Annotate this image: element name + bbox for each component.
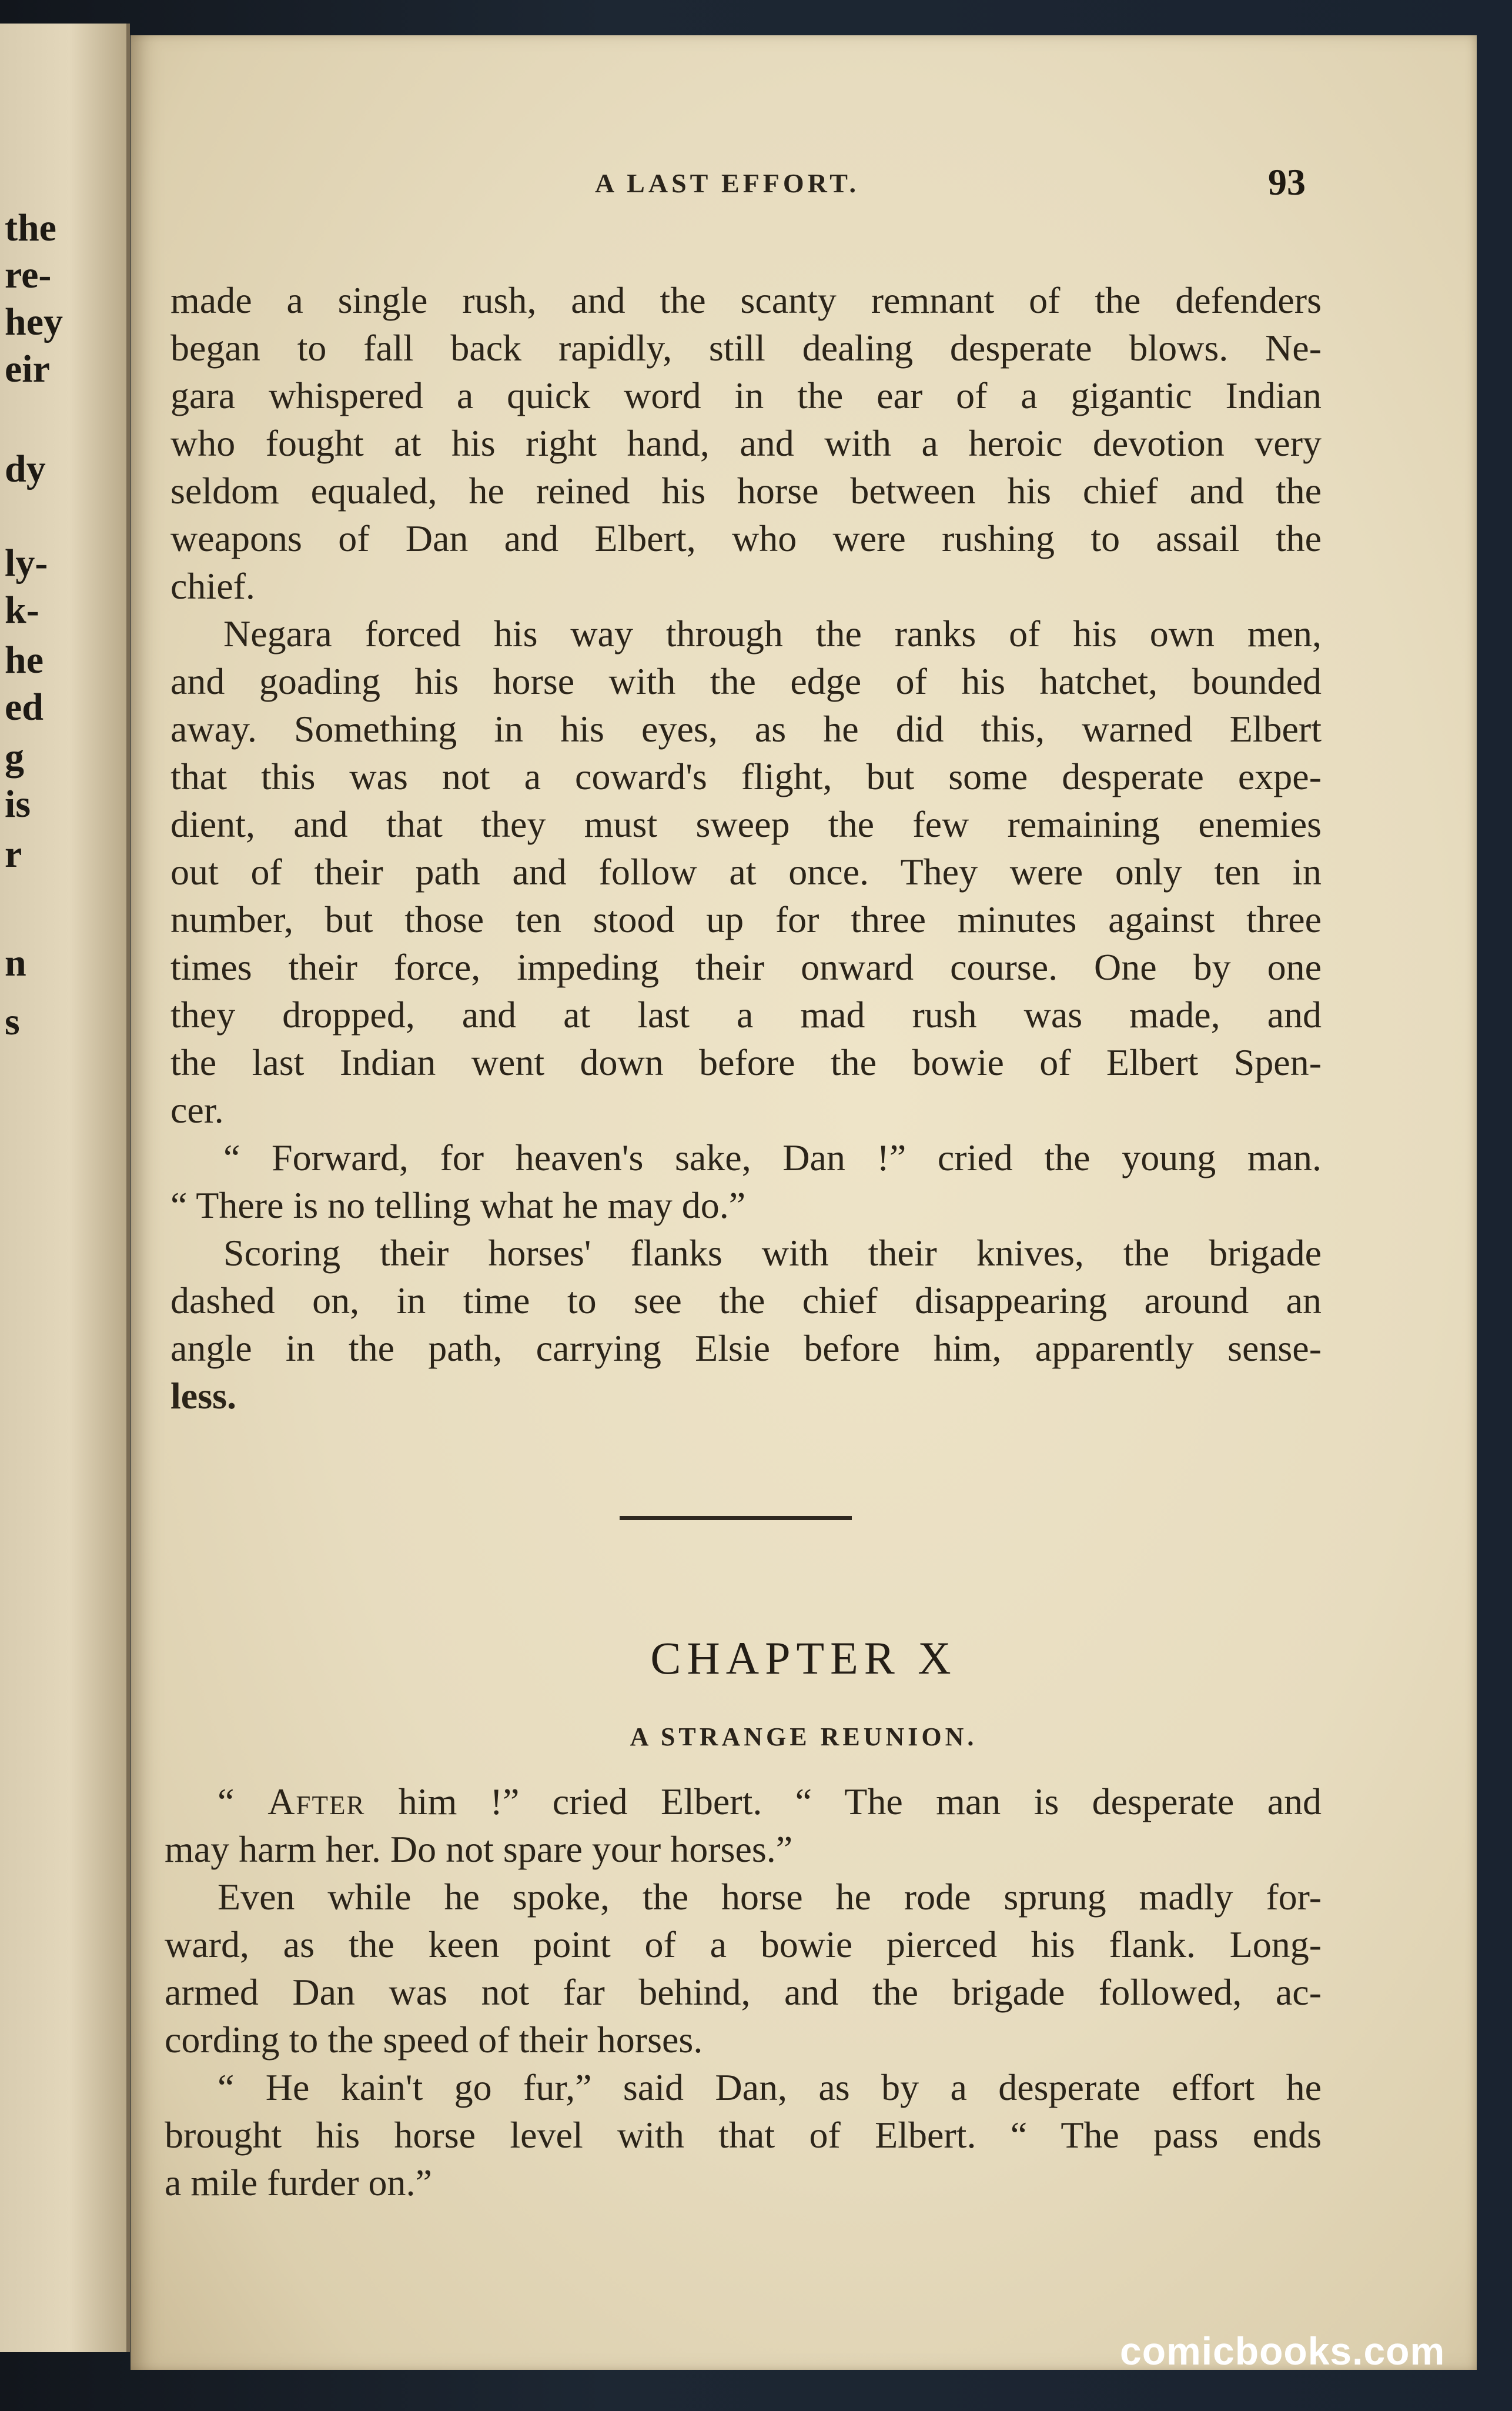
facing-page-text: ed — [5, 686, 44, 729]
running-title: A LAST EFFORT. — [595, 168, 860, 198]
facing-page-text: ly- — [5, 542, 48, 585]
text-line: Even while he spoke, the horse he rode sprung madly for- — [218, 1876, 1322, 1918]
facing-page-text: is — [5, 783, 31, 826]
chapter-subtitle: A STRANGE REUNION. — [630, 1722, 978, 1751]
text-line: “ There is no telling what he may do.” — [170, 1184, 746, 1226]
text-line: away. Something in his eyes, as he did this, warned Elbert — [170, 708, 1322, 750]
text-line: who fought at his right hand, and with a heroic devotion very — [170, 422, 1322, 464]
section-divider — [620, 1516, 852, 1520]
text-line: they dropped, and at last a mad rush was made, and — [170, 994, 1322, 1036]
facing-page-text: s — [5, 1000, 20, 1043]
facing-page-text: dy — [5, 448, 46, 490]
text-line: began to fall back rapidly, still dealing desperate blows. Ne- — [170, 327, 1322, 369]
book-page — [131, 35, 1477, 2370]
text-line: out of their path and follow at once. They were only ten in — [170, 851, 1322, 893]
facing-page-text: g — [5, 736, 24, 779]
text-line: Scoring their horses' flanks with their knives, the brigade — [223, 1232, 1322, 1274]
text-line: ward, as the keen point of a bowie pierced his flank. Long- — [165, 1924, 1322, 1965]
text-line: that this was not a coward's flight, but some desperate expe- — [170, 756, 1322, 797]
text-line: chief. — [170, 565, 255, 607]
facing-page-text: re- — [5, 253, 52, 296]
text-line: the last Indian went down before the bowie of Elbert Spen- — [170, 1041, 1322, 1083]
text-line: number, but those ten stood up for three minutes against three — [170, 899, 1322, 940]
facing-page-text: n — [5, 941, 26, 984]
text-line: gara whispered a quick word in the ear of a gigantic Indian — [170, 375, 1322, 416]
chapter-lead-word: “ After — [218, 1781, 366, 1822]
facing-page-edge — [0, 24, 130, 2352]
text-line: may harm her. Do not spare your horses.” — [165, 1828, 793, 1870]
text-line: “ Forward, for heaven's sake, Dan !” cried the young man. — [223, 1137, 1322, 1178]
text-line: dient, and that they must sweep the few remaining enemies — [170, 803, 1322, 845]
text-line: cording to the speed of their horses. — [165, 2019, 703, 2061]
text-line: a mile furder on.” — [165, 2162, 432, 2203]
chapter-body-text — [165, 1778, 1322, 2206]
text-line: made a single rush, and the scanty remnant of the defenders — [170, 279, 1322, 321]
page-number: 93 — [1268, 161, 1306, 203]
text-line-rest: him !” cried Elbert. “ The man is desperate and — [365, 1781, 1322, 1822]
text-line: times their force, impeding their onward course. One by one — [170, 946, 1322, 988]
text-line: Negara forced his way through the ranks of his own men, — [223, 613, 1322, 654]
text-line: angle in the path, carrying Elsie before him, apparently sense- — [170, 1327, 1322, 1369]
text-line: less. — [170, 1375, 236, 1417]
text-line: seldom equaled, he reined his horse between his chief and the — [170, 470, 1322, 512]
text-line — [165, 1778, 1322, 1825]
text-line: brought his horse level with that of Elbert. “ The pass ends — [165, 2114, 1322, 2156]
body-text — [170, 276, 1322, 1420]
text-line: “ He kain't go fur,” said Dan, as by a desperate effort he — [218, 2066, 1322, 2108]
facing-page-text: hey — [5, 300, 63, 343]
text-line: weapons of Dan and Elbert, who were rushing to assail the — [170, 517, 1322, 559]
text-line: cer. — [170, 1089, 224, 1131]
text-line: armed Dan was not far behind, and the brigade followed, ac- — [165, 1971, 1322, 2013]
watermark: comicbooks.com — [1120, 2329, 1446, 2373]
text-line: and goading his horse with the edge of his hatchet, bounded — [170, 660, 1322, 702]
facing-page-text: the — [5, 206, 56, 249]
facing-page-text: k- — [5, 589, 39, 632]
facing-page-text: he — [5, 639, 44, 682]
chapter-heading: CHAPTER X — [650, 1632, 957, 1684]
running-head — [131, 161, 1477, 215]
facing-page-text: eir — [5, 348, 50, 390]
facing-page-text: r — [5, 833, 22, 876]
text-line: dashed on, in time to see the chief disappearing around an — [170, 1280, 1322, 1321]
